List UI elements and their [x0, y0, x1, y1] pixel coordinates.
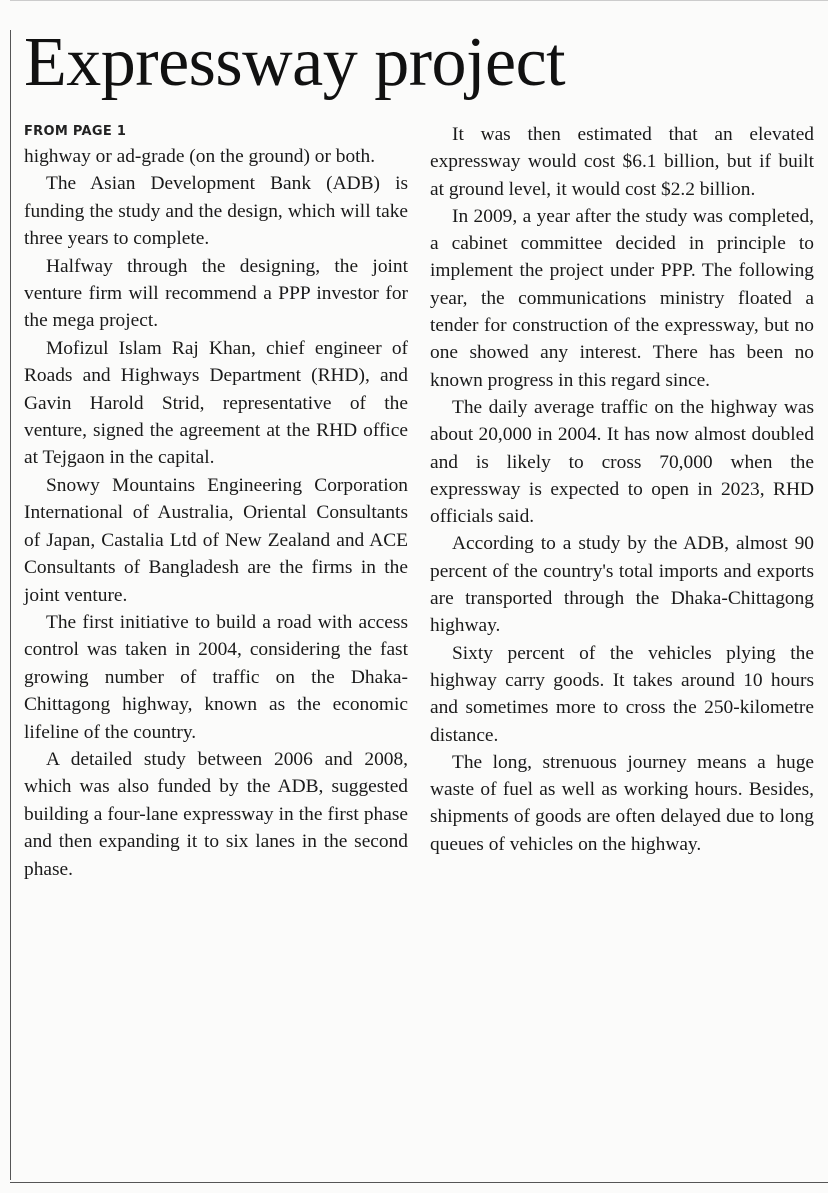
top-rule [10, 0, 828, 1]
left-column-rule [10, 30, 11, 1180]
paragraph: Mofizul Islam Raj Khan, chief engineer of Roads and Highways Department (RHD), and Gavin Harold Strid, representative of the venture, signed the agreement at the RHD office at Tejgaon in the capital. [24, 337, 408, 469]
bottom-rule [10, 1182, 828, 1183]
jump-label: FROM PAGE 1 [24, 124, 127, 139]
paragraph: The long, strenuous journey means a huge waste of fuel as well as working hours. Besides, shipments of goods are often delayed due to long queues of vehicles on the highway. [430, 751, 814, 855]
paragraph: A detailed study between 2006 and 2008, which was also funded by the ADB, suggested building a four-lane expressway in the first phase and then expanding it to six lanes in the second phase. [24, 748, 408, 880]
right-column [430, 121, 814, 858]
paragraph: Halfway through the designing, the joint venture firm will recommend a PPP investor for the mega project. [24, 255, 408, 332]
paragraph: highway or ad-grade (on the ground) or both. [24, 146, 376, 167]
paragraph: In 2009, a year after the study was completed, a cabinet committee decided in principle to implement the project under PPP. The following year, the communications ministry floated a tender for construction of the expressway, but no one showed any interest. There has been no known progress in this regard since. [430, 205, 814, 391]
paragraph: The first initiative to build a road with access control was taken in 2004, considering the fast growing number of traffic on the Dhaka-Chittagong highway, known as the economic lifeline of the country. [24, 611, 408, 743]
paragraph: The Asian Development Bank (ADB) is funding the study and the design, which will take three years to complete. [24, 173, 408, 250]
paragraph: According to a study by the ADB, almost 90 percent of the country's total imports and exports are transported through the Dhaka-Chittagong highway. [430, 533, 814, 637]
paragraph: It was then estimated that an elevated expressway would cost $6.1 billion, but if built at ground level, it would cost $2.2 billion. [430, 124, 814, 200]
left-column [24, 121, 408, 883]
paragraph: The daily average traffic on the highway was about 20,000 in 2004. It has now almost doubled and is likely to cross 70,000 when the expressway is expected to open in 2023, RHD officials said. [430, 396, 814, 528]
headline: Expressway project [24, 24, 566, 101]
paragraph: Sixty percent of the vehicles plying the highway carry goods. It takes around 10 hours and sometimes more to cross the 250-kilometre distance. [430, 642, 814, 746]
paragraph: Snowy Mountains Engineering Corporation International of Australia, Oriental Consultants of Japan, Castalia Ltd of New Zealand and ACE Consultants of Bangladesh are the firms in the joint venture. [24, 474, 408, 606]
